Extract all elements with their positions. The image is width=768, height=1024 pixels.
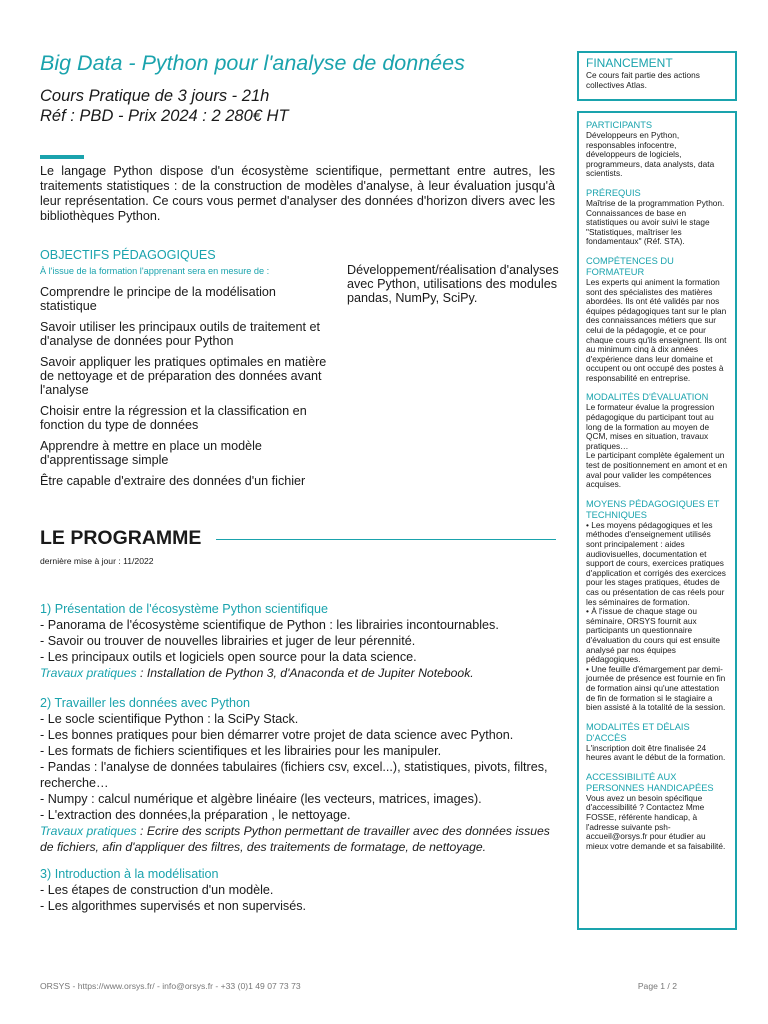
- sidebar-heading-teaching-means: MOYENS PÉDAGOGIQUES ET TECHNIQUES: [586, 498, 720, 520]
- objective-item: Choisir entre la régression et la classification en fonction du type de données: [40, 403, 307, 433]
- section-line: - Savoir ou trouver de nouvelles librairies et juger de leur pérennité.: [40, 634, 416, 648]
- sidebar-text-accessibility: Vous avez un besoin spécifique d'accessibilité ? Contactez Mme FOSSE, référente handicap, à l'adresse suivante psh-accueil@orsys.fr pour étudier au mieux votre demande et sa faisabilité.: [586, 792, 726, 851]
- practical-work: [40, 823, 565, 855]
- objective-item: Comprendre le principe de la modélisation statistique: [40, 285, 276, 314]
- sidebar-text-trainer-skills: Les experts qui animent la formation sont des spécialistes des matières abordées. Ils ont été validés par nos équipes pédagogiques tant sur le plan des connaissances métiers que sur celui de la pédagogie, et ce pour chaque cours qu'ils enseignent. Ils ont au minimum cinq à dix années d'expérience dans leur domaine et occupent ou ont occupé des postes à responsabilité en entreprise.: [586, 276, 727, 383]
- section-line: - Les formats de fichiers scientifiques et les librairies pour les manipuler.: [40, 744, 442, 758]
- programme-section-1: [40, 601, 565, 681]
- practical-work-label: Travaux pratiques: [40, 666, 137, 680]
- objectives-title: OBJECTIFS PÉDAGOGIQUES: [40, 248, 216, 262]
- course-reference-price: Réf : PBD - Prix 2024 : 2 280€ HT: [40, 107, 289, 125]
- financement-title: FINANCEMENT: [586, 56, 673, 70]
- sidebar-text-access: L'inscription doit être finalisée 24 heures avant le début de la formation.: [586, 742, 726, 763]
- financement-text: Ce cours fait partie des actions collectives Atlas.: [586, 70, 700, 91]
- course-title: Big Data - Python pour l'analyse de données: [40, 51, 465, 75]
- section-line: - Les bonnes pratiques pour bien démarrer votre projet de data science avec Python.: [40, 728, 514, 742]
- section-line: - Les étapes de construction d'un modèle.: [40, 883, 274, 897]
- section-line: - Panorama de l'écosystème scientifique de Python : les librairies incontournables.: [40, 618, 499, 632]
- section-heading: 2) Travailler les données avec Python: [40, 696, 251, 710]
- programme-title: LE PROGRAMME: [40, 527, 202, 549]
- programme-section-3: [40, 866, 565, 914]
- objectives-right-column: Développement/réalisation d'analyses avec Python, utilisations des modules pandas, NumPy, SciPy.: [347, 263, 559, 306]
- intro-paragraph: Le langage Python dispose d'un écosystème scientifique, permettant entre autres, les traitements statistiques : de la construction de modèles d'analyse, à leur évaluation jusqu'à leur représentation. Ce cours vous permet d'analyser des données d'horizon divers avec les bibliothèques Python.: [40, 164, 555, 223]
- section-line: - Pandas : l'analyse de données tabulaires (fichiers csv, excel...), statistiques, pivots, filtres, recherche…: [40, 760, 548, 790]
- programme-divider: [216, 539, 556, 540]
- sidebar-text-prerequisites: Maîtrise de la programmation Python. Connaissances de base en statistiques ou avoir suivi le stage "Statistiques, maîtriser les fondamentaux" (Réf. STA).: [586, 197, 725, 247]
- section-heading: 1) Présentation de l'écosystème Python scientifique: [40, 602, 329, 616]
- objectives-list: [40, 285, 330, 494]
- course-info-sidebar: [577, 111, 737, 930]
- sidebar-text-teaching-means: • Les moyens pédagogiques et les méthodes d'enseignement utilisés sont principalement : aides audiovisuelles, documentation et support de cours, exercices pratiques d'application et corrigés des exercices pour les stages pratiques, études de cas ou présentation de cas réels pour les séminaires de formation. • À l'issue de chaque stage ou séminaire, ORSYS fournit aux participants un questionnaire d'évaluation du cours qui est ensuite analysé par nos équipes pédagogiques. • Une feuille d'émargement par demi-journée de présence est fournie en fin de formation ainsi qu'une attestation de fin de formation si le stagiaire a bien assisté à la totalité de la session.: [586, 519, 726, 713]
- objectives-intro: À l'issue de la formation l'apprenant sera en mesure de :: [40, 266, 270, 276]
- sidebar-heading-accessibility: ACCESSIBILITÉ AUX PERSONNES HANDICAPÉES: [586, 771, 714, 793]
- page-number: Page 1 / 2: [637, 981, 677, 991]
- financement-box: [577, 51, 737, 101]
- objective-item: Savoir utiliser les principaux outils de traitement et d'analyse de données pour Python: [40, 319, 320, 349]
- section-heading: 3) Introduction à la modélisation: [40, 867, 219, 881]
- section-line: - Les algorithmes supervisés et non supervisés.: [40, 899, 306, 913]
- course-duration: Cours Pratique de 3 jours - 21h: [40, 87, 270, 105]
- programme-section-2: [40, 695, 565, 855]
- objective-item: Être capable d'extraire des données d'un fichier: [40, 473, 306, 488]
- practical-work: [40, 665, 565, 681]
- objective-item: Savoir appliquer les pratiques optimales en matière de nettoyage et de préparation des données avant l'analyse: [40, 354, 327, 398]
- programme-updated: dernière mise à jour : 11/2022: [40, 556, 154, 566]
- sidebar-text-evaluation: Le formateur évalue la progression pédagogique du participant tout au long de la formation au moyen de QCM, mises en situation, travaux pratiques… Le participant complète également un test de positionnement en amont et en aval pour valider les compétences acquises.: [586, 402, 728, 490]
- footer-contact: ORSYS - https://www.orsys.fr/ - info@orsys.fr - +33 (0)1 49 07 73 73: [40, 981, 301, 991]
- section-line: - Numpy : calcul numérique et algèbre linéaire (les vecteurs, matrices, images).: [40, 792, 482, 806]
- section-line: - Les principaux outils et logiciels open source pour la data science.: [40, 650, 417, 664]
- sidebar-heading-access: MODALITÉS ET DÉLAIS D'ACCÈS: [586, 721, 690, 743]
- practical-work-text: : Ecrire des scripts Python permettant de travailler avec des données issues de fichiers, afin d'appliquer des filtres, des traitements de formatage, de nettoyage.: [40, 824, 550, 854]
- sidebar-heading-trainer-skills: COMPÉTENCES DU FORMATEUR: [586, 255, 674, 277]
- sidebar-heading-evaluation: MODALITÉS D'ÉVALUATION: [586, 392, 709, 403]
- sidebar-heading-participants: PARTICIPANTS: [586, 120, 653, 130]
- section-line: - L'extraction des données,la préparation , le nettoyage.: [40, 808, 351, 822]
- objective-item: Apprendre à mettre en place un modèle d'apprentissage simple: [40, 438, 262, 468]
- practical-work-text: : Installation de Python 3, d'Anaconda et de Jupiter Notebook.: [136, 666, 474, 680]
- practical-work-label: Travaux pratiques: [40, 824, 137, 838]
- accent-bar: [40, 155, 84, 159]
- section-line: - Le socle scientifique Python : la SciPy Stack.: [40, 712, 299, 726]
- sidebar-text-participants: Développeurs en Python, responsables infocentre, développeurs de logiciels, programmeurs, data analysts, data scientists.: [586, 130, 715, 179]
- sidebar-heading-prerequisites: PRÉREQUIS: [586, 187, 641, 198]
